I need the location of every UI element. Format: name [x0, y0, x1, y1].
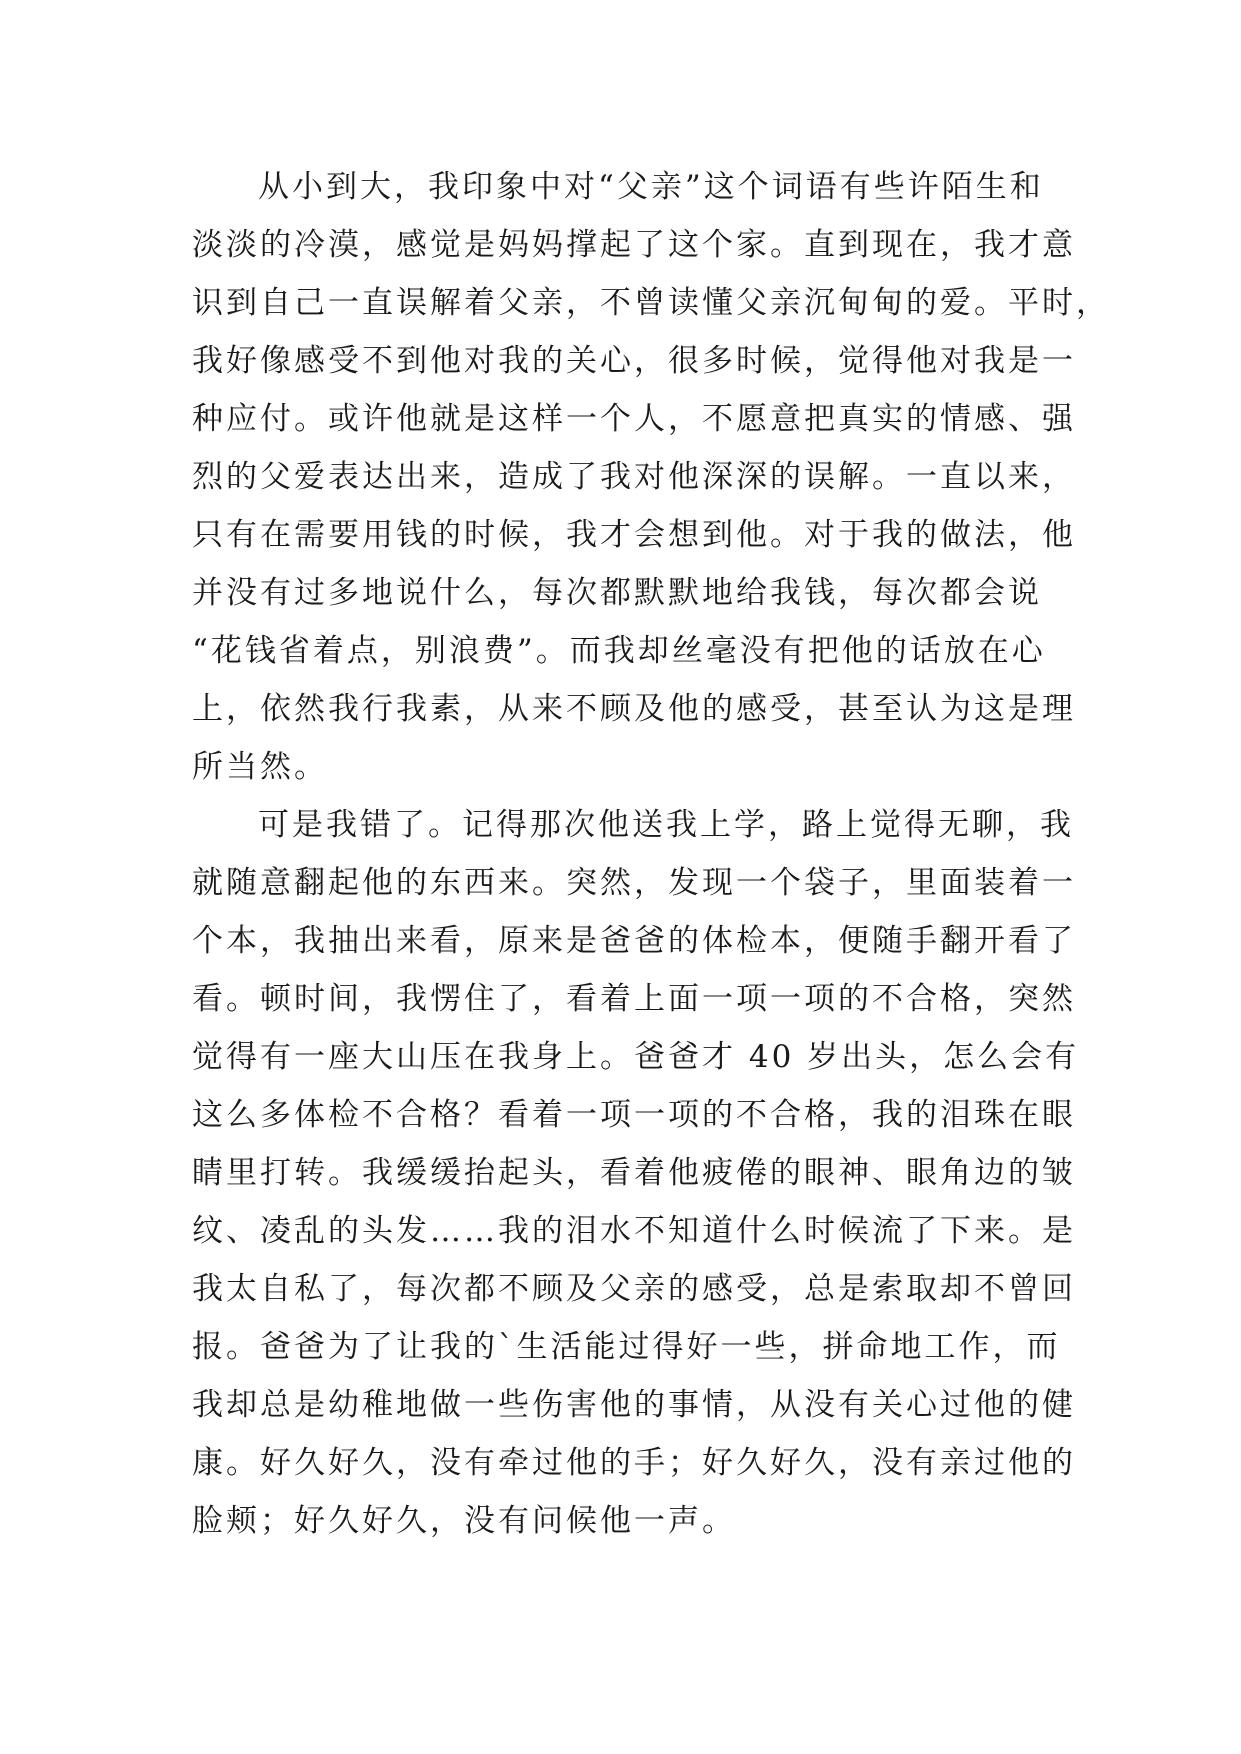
text-line: 这么多体检不合格？看着一项一项的不合格，我的泪珠在眼 — [192, 1097, 1076, 1133]
text-line: 烈的父爱表达出来，造成了我对他深深的误解。一直以来， — [192, 459, 1076, 495]
text-line: 所当然。 — [192, 749, 328, 785]
text-line: 康。好久好久，没有牵过他的手；好久好久，没有亲过他的 — [192, 1445, 1076, 1481]
text-line: 觉得有一座大山压在我身上。爸爸才 40 岁出头，怎么会有 — [192, 1039, 1080, 1075]
text-line: 从小到大，我印象中对“父亲”这个词语有些许陌生和 — [258, 169, 1044, 205]
text-line: 纹、凌乱的头发……我的泪水不知道什么时候流了下来。是 — [192, 1213, 1076, 1249]
text-line: 我好像感受不到他对我的关心，很多时候，觉得他对我是一 — [192, 343, 1076, 379]
text-line: 睛里打转。我缓缓抬起头，看着他疲倦的眼神、眼角边的皱 — [192, 1155, 1076, 1191]
text-line: 识到自己一直误解着父亲，不曾读懂父亲沉甸甸的爱。平时， — [192, 285, 1110, 321]
text-line: 并没有过多地说什么，每次都默默地给我钱，每次都会说 — [192, 575, 1042, 611]
text-line: 个本，我抽出来看，原来是爸爸的体检本，便随手翻开看了 — [192, 923, 1076, 959]
text-line: 就随意翻起他的东西来。突然，发现一个袋子，里面装着一 — [192, 865, 1076, 901]
text-line: 淡淡的冷漠，感觉是妈妈撑起了这个家。直到现在，我才意 — [192, 227, 1076, 263]
text-line: 看。顿时间，我愣住了，看着上面一项一项的不合格，突然 — [192, 981, 1076, 1017]
text-line: 报。爸爸为了让我的`生活能过得好一些，拼命地工作，而 — [192, 1329, 1061, 1365]
document-body — [192, 158, 1110, 1550]
text-line: 上，依然我行我素，从来不顾及他的感受，甚至认为这是理 — [192, 691, 1076, 727]
text-line: “花钱省着点，别浪费”。而我却丝毫没有把他的话放在心 — [192, 633, 1046, 669]
paragraph-2 — [192, 796, 1080, 1550]
paragraph-1 — [192, 158, 1110, 796]
text-line: 只有在需要用钱的时候，我才会想到他。对于我的做法，他 — [192, 517, 1076, 553]
text-line: 种应付。或许他就是这样一个人，不愿意把真实的情感、强 — [192, 401, 1076, 437]
text-line: 可是我错了。记得那次他送我上学，路上觉得无聊，我 — [258, 807, 1074, 843]
text-line: 我太自私了，每次都不顾及父亲的感受，总是索取却不曾回 — [192, 1271, 1076, 1307]
text-line: 我却总是幼稚地做一些伤害他的事情，从没有关心过他的健 — [192, 1387, 1076, 1423]
text-line: 脸颊；好久好久，没有问候他一声。 — [192, 1503, 736, 1539]
